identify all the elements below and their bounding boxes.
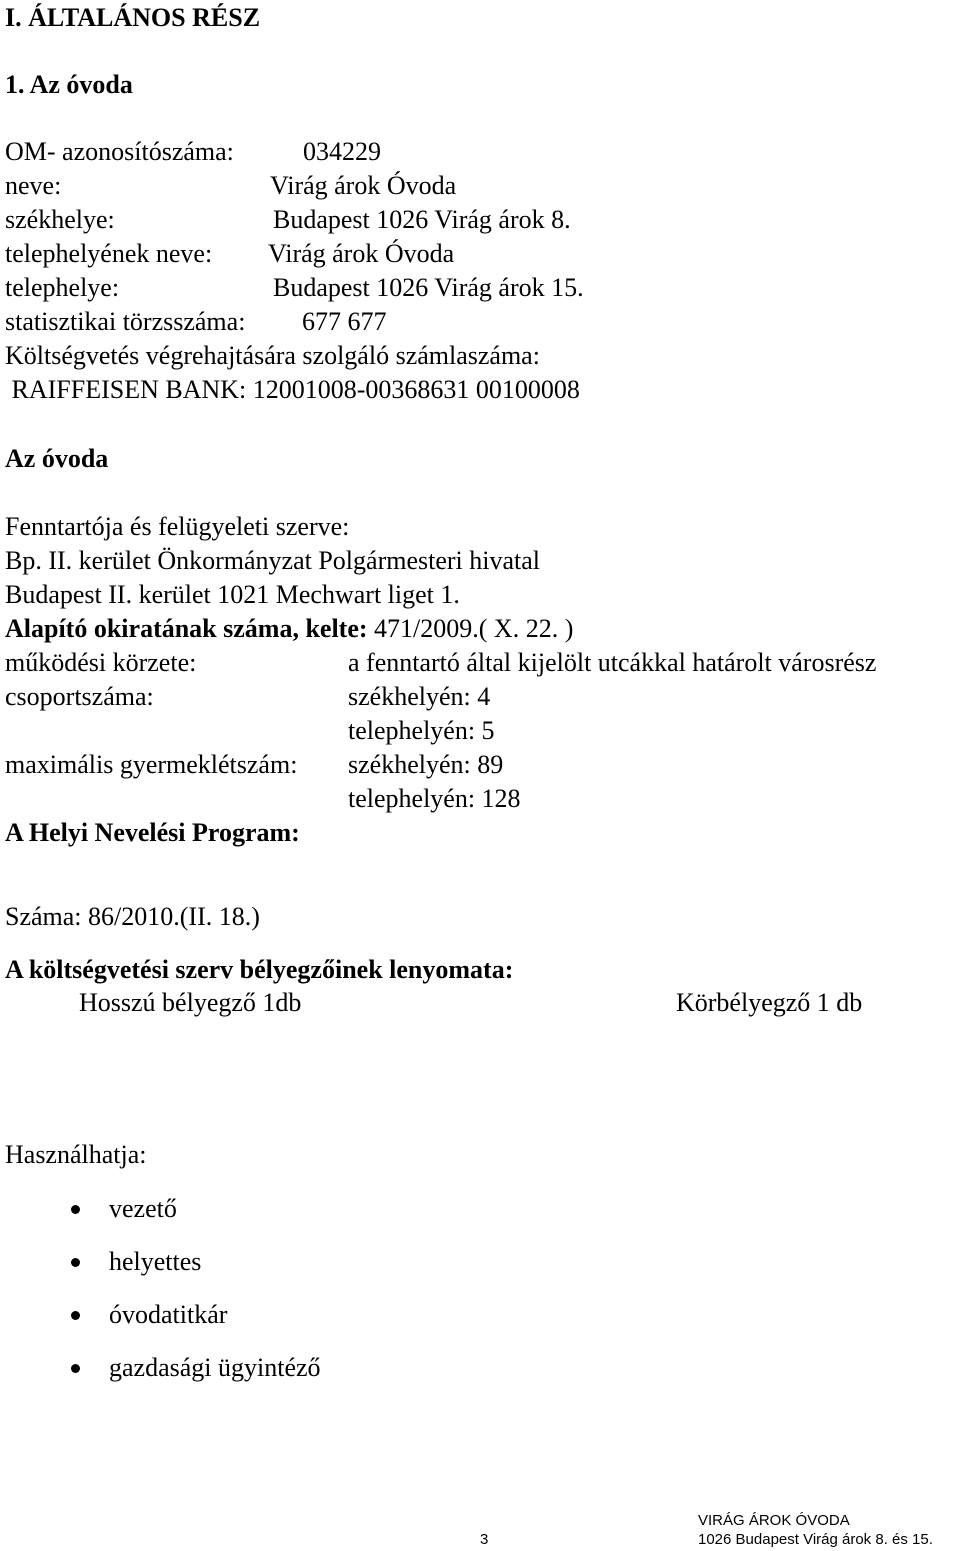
section-title: 1. Az óvoda: [5, 70, 133, 99]
bullet-icon: [71, 1258, 80, 1267]
footer-org-address: 1026 Budapest Virág árok 8. és 15.: [698, 1531, 933, 1548]
charter-line: [5, 614, 573, 644]
seat-label: székhelye:: [5, 205, 115, 234]
users-label: Használhatja:: [5, 1140, 147, 1169]
om-id-value: 034229: [303, 137, 381, 166]
list-item-label: helyettes: [109, 1247, 202, 1276]
site-name-value: Virág árok Óvoda: [268, 239, 455, 268]
charter-label: Alapító okiratának száma, kelte:: [5, 614, 368, 643]
groups-value-seat: székhelyén: 4: [348, 682, 491, 711]
account-value: RAIFFEISEN BANK: 12001008-00368631 00100008: [5, 375, 580, 404]
maxkids-label: maximális gyermeklétszám:: [5, 750, 298, 779]
subsection-title: Az óvoda: [5, 444, 109, 473]
name-label: neve:: [5, 171, 62, 200]
seat-value: Budapest 1026 Virág árok 8.: [273, 205, 571, 234]
maintainer-line-2: Budapest II. kerület 1021 Mechwart liget 1.: [5, 580, 460, 609]
site-name-label: telephelyének neve:: [5, 239, 213, 268]
district-label: működési körzete:: [5, 648, 197, 677]
site-label: telephelye:: [5, 273, 120, 302]
stamp-round: Körbélyegző 1 db: [676, 988, 863, 1017]
bullet-icon: [71, 1364, 80, 1373]
page-number: 3: [480, 1531, 489, 1548]
district-value: a fenntartó által kijelölt utcákkal határolt városrész: [348, 648, 877, 677]
stamp-long: Hosszú bélyegző 1db: [79, 988, 302, 1017]
page-heading: I. ÁLTALÁNOS RÉSZ: [5, 3, 261, 32]
bullet-icon: [71, 1311, 80, 1320]
list-item-label: vezető: [109, 1194, 177, 1223]
stamp-heading: A költségvetési szerv bélyegzőinek lenyomata:: [5, 955, 514, 984]
stat-id-label: statisztikai törzsszáma:: [5, 307, 246, 336]
bullet-icon: [71, 1205, 80, 1214]
charter-value: 471/2009.( X. 22. ): [367, 614, 574, 643]
maxkids-value-site: telephelyén: 128: [348, 784, 521, 813]
program-label: A Helyi Nevelési Program:: [5, 818, 300, 847]
list-item-label: gazdasági ügyintéző: [109, 1353, 321, 1382]
footer-org-name: VIRÁG ÁROK ÓVODA: [698, 1512, 850, 1529]
om-id-label: OM- azonosítószáma:: [5, 137, 234, 166]
maintainer-label: Fenntartója és felügyeleti szerve:: [5, 512, 350, 541]
stat-id-value: 677 677: [302, 307, 387, 336]
name-value: Virág árok Óvoda: [270, 171, 457, 200]
groups-value-site: telephelyén: 5: [348, 716, 495, 745]
list-item-label: óvodatitkár: [109, 1300, 228, 1329]
account-label: Költségvetés végrehajtására szolgáló számlaszáma:: [5, 341, 540, 370]
maxkids-value-seat: székhelyén: 89: [348, 750, 504, 779]
maintainer-line-1: Bp. II. kerület Önkormányzat Polgármesteri hivatal: [5, 546, 541, 575]
site-value: Budapest 1026 Virág árok 15.: [273, 273, 584, 302]
groups-label: csoportszáma:: [5, 682, 154, 711]
program-number: Száma: 86/2010.(II. 18.): [5, 902, 260, 931]
